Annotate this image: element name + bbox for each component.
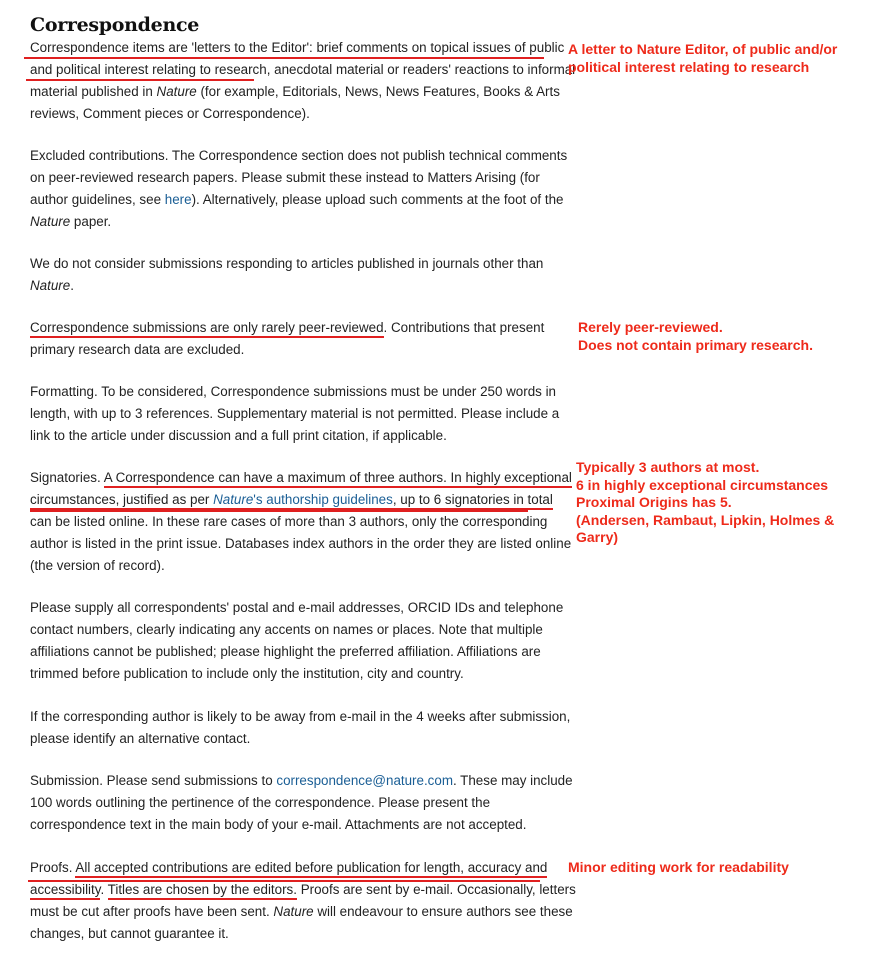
underlined-text: A Correspondence can have a maximum of three authors. In highly exceptional (104, 470, 572, 488)
text-segment: and political interest relating to research (30, 62, 267, 77)
text-segment: primary research data are excluded. (30, 342, 245, 357)
text-line (30, 317, 555, 339)
text-segment: . Contributions that present (383, 320, 545, 335)
nature-italic: Nature (30, 214, 71, 229)
text-line (30, 511, 555, 533)
text-segment: If the corresponding author is likely to be away from e-mail in the 4 weeks after submission, (30, 709, 571, 724)
text-line (30, 489, 555, 511)
text-segment: Please supply all correspondents' postal and e-mail addresses, ORCID IDs and telephone (30, 600, 564, 615)
text-segment: paper. (70, 214, 112, 229)
annotation-authors (576, 459, 834, 547)
text-line (30, 189, 564, 211)
text-segment: (the version of record). (30, 558, 165, 573)
text-segment: . (70, 278, 74, 293)
text-segment: material published in (30, 84, 157, 99)
text-line (30, 663, 555, 685)
text-line (30, 103, 555, 125)
text-line (30, 467, 572, 489)
text-line (30, 211, 555, 233)
paragraph-intro (30, 37, 576, 125)
text-segment: will endeavour to ensure authors see these (313, 904, 573, 919)
text-segment: please identify an alternative contact. (30, 731, 251, 746)
text-segment: Excluded contributions. The Correspondence section does not publish technical comments (30, 148, 568, 163)
annotation-peer-review (578, 319, 813, 354)
text-segment: , anecdotal material or readers' reactions to informal (266, 62, 576, 77)
paragraph-peer-review (30, 317, 555, 361)
text-segment: Proofs are sent by e-mail. Occasionally, letters (296, 882, 576, 897)
text-segment: author guidelines, see (30, 192, 165, 207)
red-underline-stroke (24, 57, 544, 59)
underlined-text: Titles are chosen by the editors. (108, 882, 297, 900)
text-line (30, 879, 576, 901)
nature-italic: Nature (30, 278, 71, 293)
text-line (30, 619, 555, 641)
text-segment: link to the article under discussion and a full print citation, if applicable. (30, 428, 447, 443)
text-line (30, 792, 555, 814)
red-underline-stroke (26, 79, 254, 81)
text-line (30, 59, 576, 81)
nature-italic: Nature (156, 84, 197, 99)
text-segment: on peer-reviewed research papers. Please submit these instead to Matters Arising (for (30, 170, 540, 185)
underlined-text: All accepted contributions are edited before publication for length, accuracy and (75, 860, 547, 878)
text-segment: changes, but cannot guarantee it. (30, 926, 229, 941)
annotation-line: Proximal Origins has 5. (576, 494, 732, 510)
text-line (30, 403, 560, 425)
text-segment: . These may include (452, 773, 573, 788)
text-line (30, 533, 572, 555)
text-segment: author is listed in the print issue. Databases index authors in the order they are listed online (30, 536, 572, 551)
annotation-line: Garry) (576, 529, 619, 545)
text-segment: reviews, Comment pieces or Correspondence). (30, 106, 310, 121)
paragraph-submission (30, 770, 573, 836)
text-segment: trimmed before publication to include only the institution, city and country. (30, 666, 464, 681)
text-segment: Proofs. (30, 860, 76, 875)
text-line (30, 81, 560, 103)
text-line (30, 145, 568, 167)
text-segment: , up to 6 signatories in total (392, 492, 553, 507)
link-text: 's authorship guidelines (253, 492, 393, 507)
annotation-line: Typically 3 authors at most. (576, 459, 760, 475)
annotation-editing (568, 859, 789, 877)
paragraph-formatting (30, 381, 560, 447)
text-segment: Signatories. (30, 470, 104, 485)
text-line (30, 339, 555, 361)
text-line (30, 923, 555, 945)
annotation-line: political interest relating to research (568, 58, 810, 75)
text-line (30, 37, 565, 59)
text-segment: length, with up to 3 references. Supplementary material is not permitted. Please include a (30, 406, 560, 421)
red-underline-stroke (30, 510, 528, 512)
paragraph-other-journals (30, 253, 555, 297)
paragraph-signatories (30, 467, 572, 577)
text-line (30, 706, 571, 728)
annotation-line: Rerely peer-reviewed. (578, 319, 723, 335)
annotation-line: Does not contain primary research. (578, 336, 813, 353)
text-line (30, 814, 555, 836)
annotation-line: A letter to Nature Editor, of public and/or (568, 41, 838, 57)
text-segment: ). Alternatively, please upload such comments at the foot of the (191, 192, 564, 207)
text-segment: (for example, Editorials, News, News Features, Books & Arts (196, 84, 560, 99)
paragraph-proofs (30, 857, 576, 945)
authorship-guidelines-link[interactable] (213, 492, 393, 507)
text-line (30, 167, 555, 189)
red-underline-stroke (28, 880, 540, 882)
text-segment: Correspondence items are 'letters to the Editor': brief comments on topical issues of public (30, 40, 565, 55)
text-segment: 100 words outlining the pertinence of the correspondence. Please present the (30, 795, 491, 810)
text-line (30, 728, 555, 750)
text-line (30, 381, 555, 403)
text-line (30, 275, 555, 297)
text-segment: circumstances, justified as per (30, 492, 214, 507)
text-segment: We do not consider submissions responding to articles published in journals other than (30, 256, 544, 271)
text-segment: must be cut after proofs have been sent. (30, 904, 274, 919)
text-segment: Formatting. To be considered, Correspondence submissions must be under 250 words in (30, 384, 556, 399)
page-title: Correspondence (30, 14, 200, 36)
text-line (30, 770, 573, 792)
text-line (30, 555, 555, 577)
text-line (30, 901, 573, 923)
text-line (30, 597, 564, 619)
underlined-text: Correspondence submissions are only rarely peer-reviewed (30, 320, 384, 338)
annotation-letter-to-editor (568, 41, 837, 76)
paragraph-contact-details (30, 597, 564, 685)
annotation-line: Minor editing work for readability (568, 859, 789, 875)
paragraph-alternative-contact (30, 706, 571, 750)
text-segment: Submission. Please send submissions to (30, 773, 277, 788)
annotation-line: 6 in highly exceptional circumstances (576, 476, 829, 493)
underlined-text (30, 492, 553, 510)
text-segment: . (100, 882, 108, 897)
underlined-text: accessibility (30, 882, 100, 900)
text-line (30, 857, 555, 879)
text-segment: correspondence text in the main body of your e-mail. Attachments are not accepted. (30, 817, 527, 832)
text-line (30, 425, 555, 447)
text-segment: contact numbers, clearly indicating any accents on names or places. Note that multiple (30, 622, 543, 637)
paragraph-excluded (30, 145, 568, 233)
annotation-line: (Andersen, Rambaut, Lipkin, Holmes & (576, 511, 835, 528)
text-segment: can be listed online. In these rare cases of more than 3 authors, only the corresponding (30, 514, 548, 529)
text-line (30, 641, 555, 663)
email-link[interactable]: correspondence@nature.com (276, 773, 453, 788)
nature-italic: Nature (213, 492, 254, 507)
text-segment: affiliations cannot be published; please highlight the preferred affiliation. Affiliations are (30, 644, 541, 659)
nature-italic: Nature (273, 904, 314, 919)
text-line (30, 253, 555, 275)
here-link[interactable]: here (164, 192, 192, 207)
